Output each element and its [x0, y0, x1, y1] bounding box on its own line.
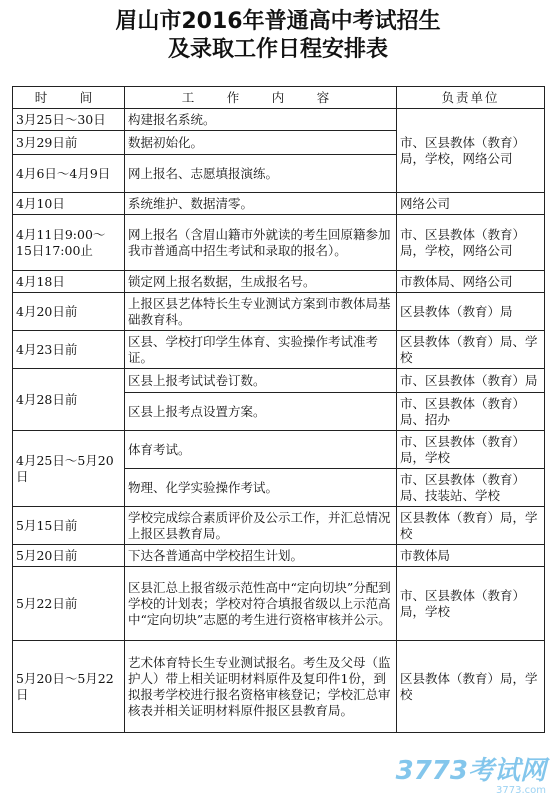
- table-row: [13, 215, 545, 271]
- header-unit: 负责单位: [397, 87, 545, 109]
- content-cell: 区县、学校打印学生体育、实验操作考试准考证。: [125, 331, 397, 369]
- table-row: [13, 567, 545, 641]
- unit-cell: 市教体局、网络公司: [397, 271, 545, 293]
- table-row: [13, 293, 545, 331]
- table-row: [13, 641, 545, 733]
- unit-cell: 市、区县教体（教育）局，学校: [397, 567, 545, 641]
- header-time: 时 间: [13, 87, 125, 109]
- unit-cell: 区县教体（教育）局、学校: [397, 331, 545, 369]
- content-cell: 体育考试。: [125, 431, 397, 469]
- page-title: [0, 8, 556, 64]
- table-row: [13, 431, 545, 469]
- schedule-table: [12, 86, 545, 733]
- table-row: [13, 545, 545, 567]
- content-cell: 物理、化学实验操作考试。: [125, 469, 397, 507]
- content-cell: 网上报名（含眉山籍市外就读的考生回原籍参加我市普通高中招生考试和录取的报名）。: [125, 215, 397, 271]
- unit-cell: 区县教体（教育）局，学校: [397, 641, 545, 733]
- content-cell: 学校完成综合素质评价及公示工作，并汇总情况上报区县教育局。: [125, 507, 397, 545]
- content-cell: 区县上报考点设置方案。: [125, 393, 397, 431]
- unit-cell: 市、区县教体（教育）局，学校，网络公司: [397, 215, 545, 271]
- content-cell: 上报区县艺体特长生专业测试方案到市教体局基础教育科。: [125, 293, 397, 331]
- unit-cell: 区县教体（教育）局，学校: [397, 507, 545, 545]
- header-content: 工 作 内 容: [125, 87, 397, 109]
- content-cell: 下达各普通高中学校招生计划。: [125, 545, 397, 567]
- unit-cell: 市、区县教体（教育）局、招办: [397, 393, 545, 431]
- time-cell: 4月23日前: [13, 331, 125, 369]
- unit-cell: 市、区县教体（教育）局，学校，网络公司: [397, 109, 545, 193]
- title-line-2: 及录取工作日程安排表: [167, 37, 388, 62]
- table-header-row: [13, 87, 545, 109]
- watermark-logo: [396, 757, 546, 796]
- table-row: [13, 331, 545, 369]
- unit-cell: 市、区县教体（教育）局、技装站、学校: [397, 469, 545, 507]
- time-cell: 5月20日～5月22日: [13, 641, 125, 733]
- table-row: [13, 369, 545, 393]
- unit-cell: 市、区县教体（教育）局: [397, 369, 545, 393]
- title-line-1: 眉山市2016年普通高中考试招生: [115, 9, 441, 34]
- time-cell: 4月18日: [13, 271, 125, 293]
- table-row: [13, 271, 545, 293]
- time-cell: 3月29日前: [13, 131, 125, 155]
- content-cell: 区县上报考试试卷订数。: [125, 369, 397, 393]
- content-cell: 网上报名、志愿填报演练。: [125, 155, 397, 193]
- content-cell: 系统维护、数据清零。: [125, 193, 397, 215]
- table-row: [13, 507, 545, 545]
- unit-cell: 市教体局: [397, 545, 545, 567]
- time-cell: 4月6日～4月9日: [13, 155, 125, 193]
- time-cell: 5月22日前: [13, 567, 125, 641]
- time-cell: 5月15日前: [13, 507, 125, 545]
- time-cell: 4月25日～5月20日: [13, 431, 125, 507]
- content-cell: 构建报名系统。: [125, 109, 397, 131]
- table-row: [13, 109, 545, 131]
- time-cell: 4月28日前: [13, 369, 125, 431]
- content-cell: 锁定网上报名数据，生成报名号。: [125, 271, 397, 293]
- watermark-main: 3773考试网: [395, 756, 546, 786]
- unit-cell: 区县教体（教育）局: [397, 293, 545, 331]
- time-cell: 4月11日9:00～15日17:00止: [13, 215, 125, 271]
- time-cell: 4月20日前: [13, 293, 125, 331]
- time-cell: 5月20日前: [13, 545, 125, 567]
- time-cell: 3月25日～30日: [13, 109, 125, 131]
- content-cell: 区县汇总上报省级示范性高中“定向切块”分配到学校的计划表；学校对符合填报省级以上示范高中“定向切块”志愿的考生进行资格审核并公示。: [125, 567, 397, 641]
- time-cell: 4月10日: [13, 193, 125, 215]
- unit-cell: 市、区县教体（教育）局，学校: [397, 431, 545, 469]
- watermark-sub: 3773.com: [496, 785, 546, 796]
- table-row: [13, 193, 545, 215]
- unit-cell: 网络公司: [397, 193, 545, 215]
- content-cell: 数据初始化。: [125, 131, 397, 155]
- content-cell: 艺术体育特长生专业测试报名。考生及父母（监护人）带上相关证明材料原件及复印件1份，到拟报考学校进行报名资格审核登记；学校汇总审核表并相关证明材料原件报区县教育局。: [125, 641, 397, 733]
